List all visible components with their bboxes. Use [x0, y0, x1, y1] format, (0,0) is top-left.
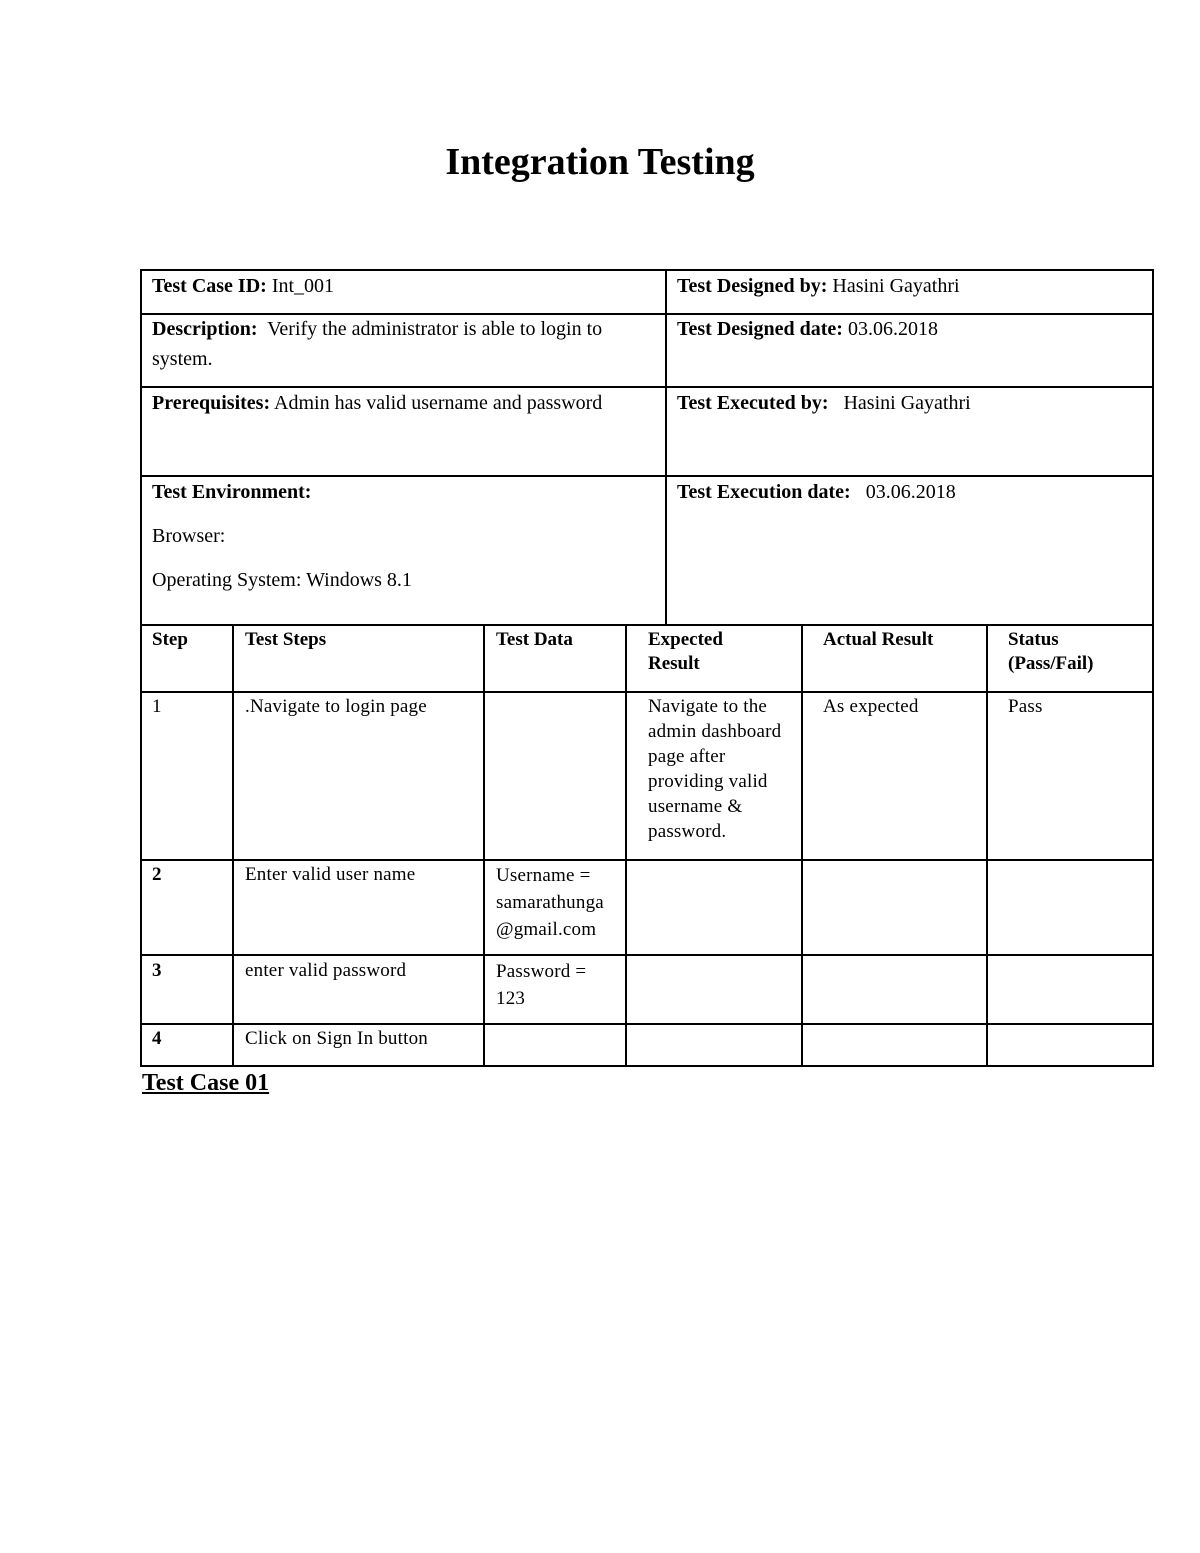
executed-by-cell — [677, 388, 1147, 418]
row-1-step: 1 — [152, 696, 162, 717]
designed-by-value: Hasini Gayathri — [832, 275, 960, 297]
row-3-test-data: Password = 123 — [496, 961, 587, 1009]
header-test-steps: Test Steps — [245, 629, 327, 650]
divider — [140, 1023, 1154, 1025]
prerequisites-cell — [152, 388, 657, 418]
os-text: Operating System: Windows 8.1 — [152, 569, 412, 591]
row-1-expected: Navigate to the admin dashboard page after providing valid username & password. — [648, 696, 782, 842]
row-4-test-steps: Click on Sign In button — [245, 1028, 428, 1049]
row-4-step: 4 — [152, 1028, 162, 1049]
divider — [986, 624, 988, 1067]
divider — [140, 859, 1154, 861]
executed-by-value: Hasini Gayathri — [843, 392, 971, 414]
prerequisites-label: Prerequisites: — [152, 392, 271, 414]
execution-date-label: Test Execution date: — [677, 481, 851, 503]
row-2-step: 2 — [152, 864, 162, 885]
environment-label: Test Environment: — [152, 481, 312, 503]
designed-date-value: 03.06.2018 — [847, 318, 938, 340]
designed-date-cell — [677, 314, 1147, 344]
divider — [625, 624, 627, 1067]
table-caption: Test Case 01 — [142, 1070, 270, 1096]
row-2-test-steps: Enter valid user name — [245, 864, 416, 885]
header-actual-result: Actual Result — [823, 629, 934, 650]
row-3-test-steps: enter valid password — [245, 960, 407, 981]
header-status: Status (Pass/Fail) — [1008, 629, 1094, 674]
execution-date-cell — [677, 477, 1147, 507]
executed-by-label: Test Executed by: — [677, 392, 829, 414]
row-1-actual: As expected — [823, 696, 919, 717]
page-title: Integration Testing — [445, 141, 755, 183]
divider — [140, 624, 1154, 626]
test-case-id-value: Int_001 — [271, 275, 335, 297]
row-3-step: 3 — [152, 960, 162, 981]
designed-by-cell — [677, 271, 1147, 301]
divider — [140, 691, 1154, 693]
divider — [665, 269, 667, 626]
divider — [483, 624, 485, 1067]
browser-text: Browser: — [152, 525, 226, 547]
header-step: Step — [152, 629, 188, 650]
row-1-status: Pass — [1008, 696, 1043, 717]
prerequisites-value: Admin has valid username and password — [274, 392, 603, 414]
designed-by-label: Test Designed by: — [677, 275, 828, 297]
test-case-id-label: Test Case ID: — [152, 275, 267, 297]
divider — [232, 624, 234, 1067]
execution-date-value: 03.06.2018 — [865, 481, 956, 503]
header-test-data: Test Data — [496, 629, 573, 650]
description-cell — [152, 314, 657, 374]
test-case-id-cell — [152, 271, 657, 301]
description-label: Description: — [152, 318, 258, 340]
divider — [801, 624, 803, 1067]
row-2-test-data: Username = samarathunga @gmail.com — [496, 865, 604, 940]
header-expected-result: Expected Result — [648, 629, 723, 674]
environment-cell — [152, 477, 657, 595]
description-value: Verify the administrator is able to login to system. — [152, 318, 603, 370]
designed-date-label: Test Designed date: — [677, 318, 843, 340]
row-1-test-steps: .Navigate to login page — [245, 696, 427, 717]
divider — [140, 954, 1154, 956]
